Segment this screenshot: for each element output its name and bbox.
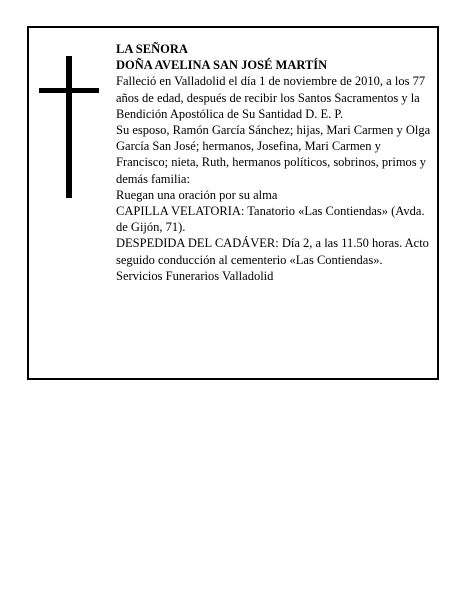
- farewell-paragraph: DESPEDIDA DEL CADÁVER: Día 2, a las 11.50 horas. Acto seguido conducción al cementerio «Las Contiendas».: [116, 236, 429, 267]
- deceased-name: DOÑA AVELINA SAN JOSÉ MARTÍN: [116, 58, 328, 73]
- latin-cross-icon: [39, 56, 99, 198]
- funeral-services: Servicios Funerarios Valladolid: [116, 268, 274, 283]
- obituary-notice: [27, 26, 439, 380]
- notice-text: [116, 41, 432, 284]
- death-paragraph: Falleció en Valladolid el día 1 de noviembre de 2010, a los 77 años de edad, después de recibir los Santos Sacramentos y la Bendición Apostólica de Su Santidad D. E. P.: [116, 74, 426, 121]
- prayer-request: Ruegan una oración por su alma: [116, 187, 278, 202]
- cross-horizontal-bar: [39, 88, 99, 93]
- notice-title-line1: LA SEÑORA: [116, 42, 188, 56]
- cross-vertical-bar: [66, 56, 72, 198]
- family-paragraph: Su esposo, Ramón García Sánchez; hijas, Mari Carmen y Olga García San José; hermanos, Josefina, Mari Carmen y Francisco; nieta, Ruth, hermanos políticos, sobrinos, primos y demás familia:: [116, 123, 431, 186]
- wake-paragraph: CAPILLA VELATORIA: Tanatorio «Las Contiendas» (Avda. de Gijón, 71).: [116, 204, 425, 235]
